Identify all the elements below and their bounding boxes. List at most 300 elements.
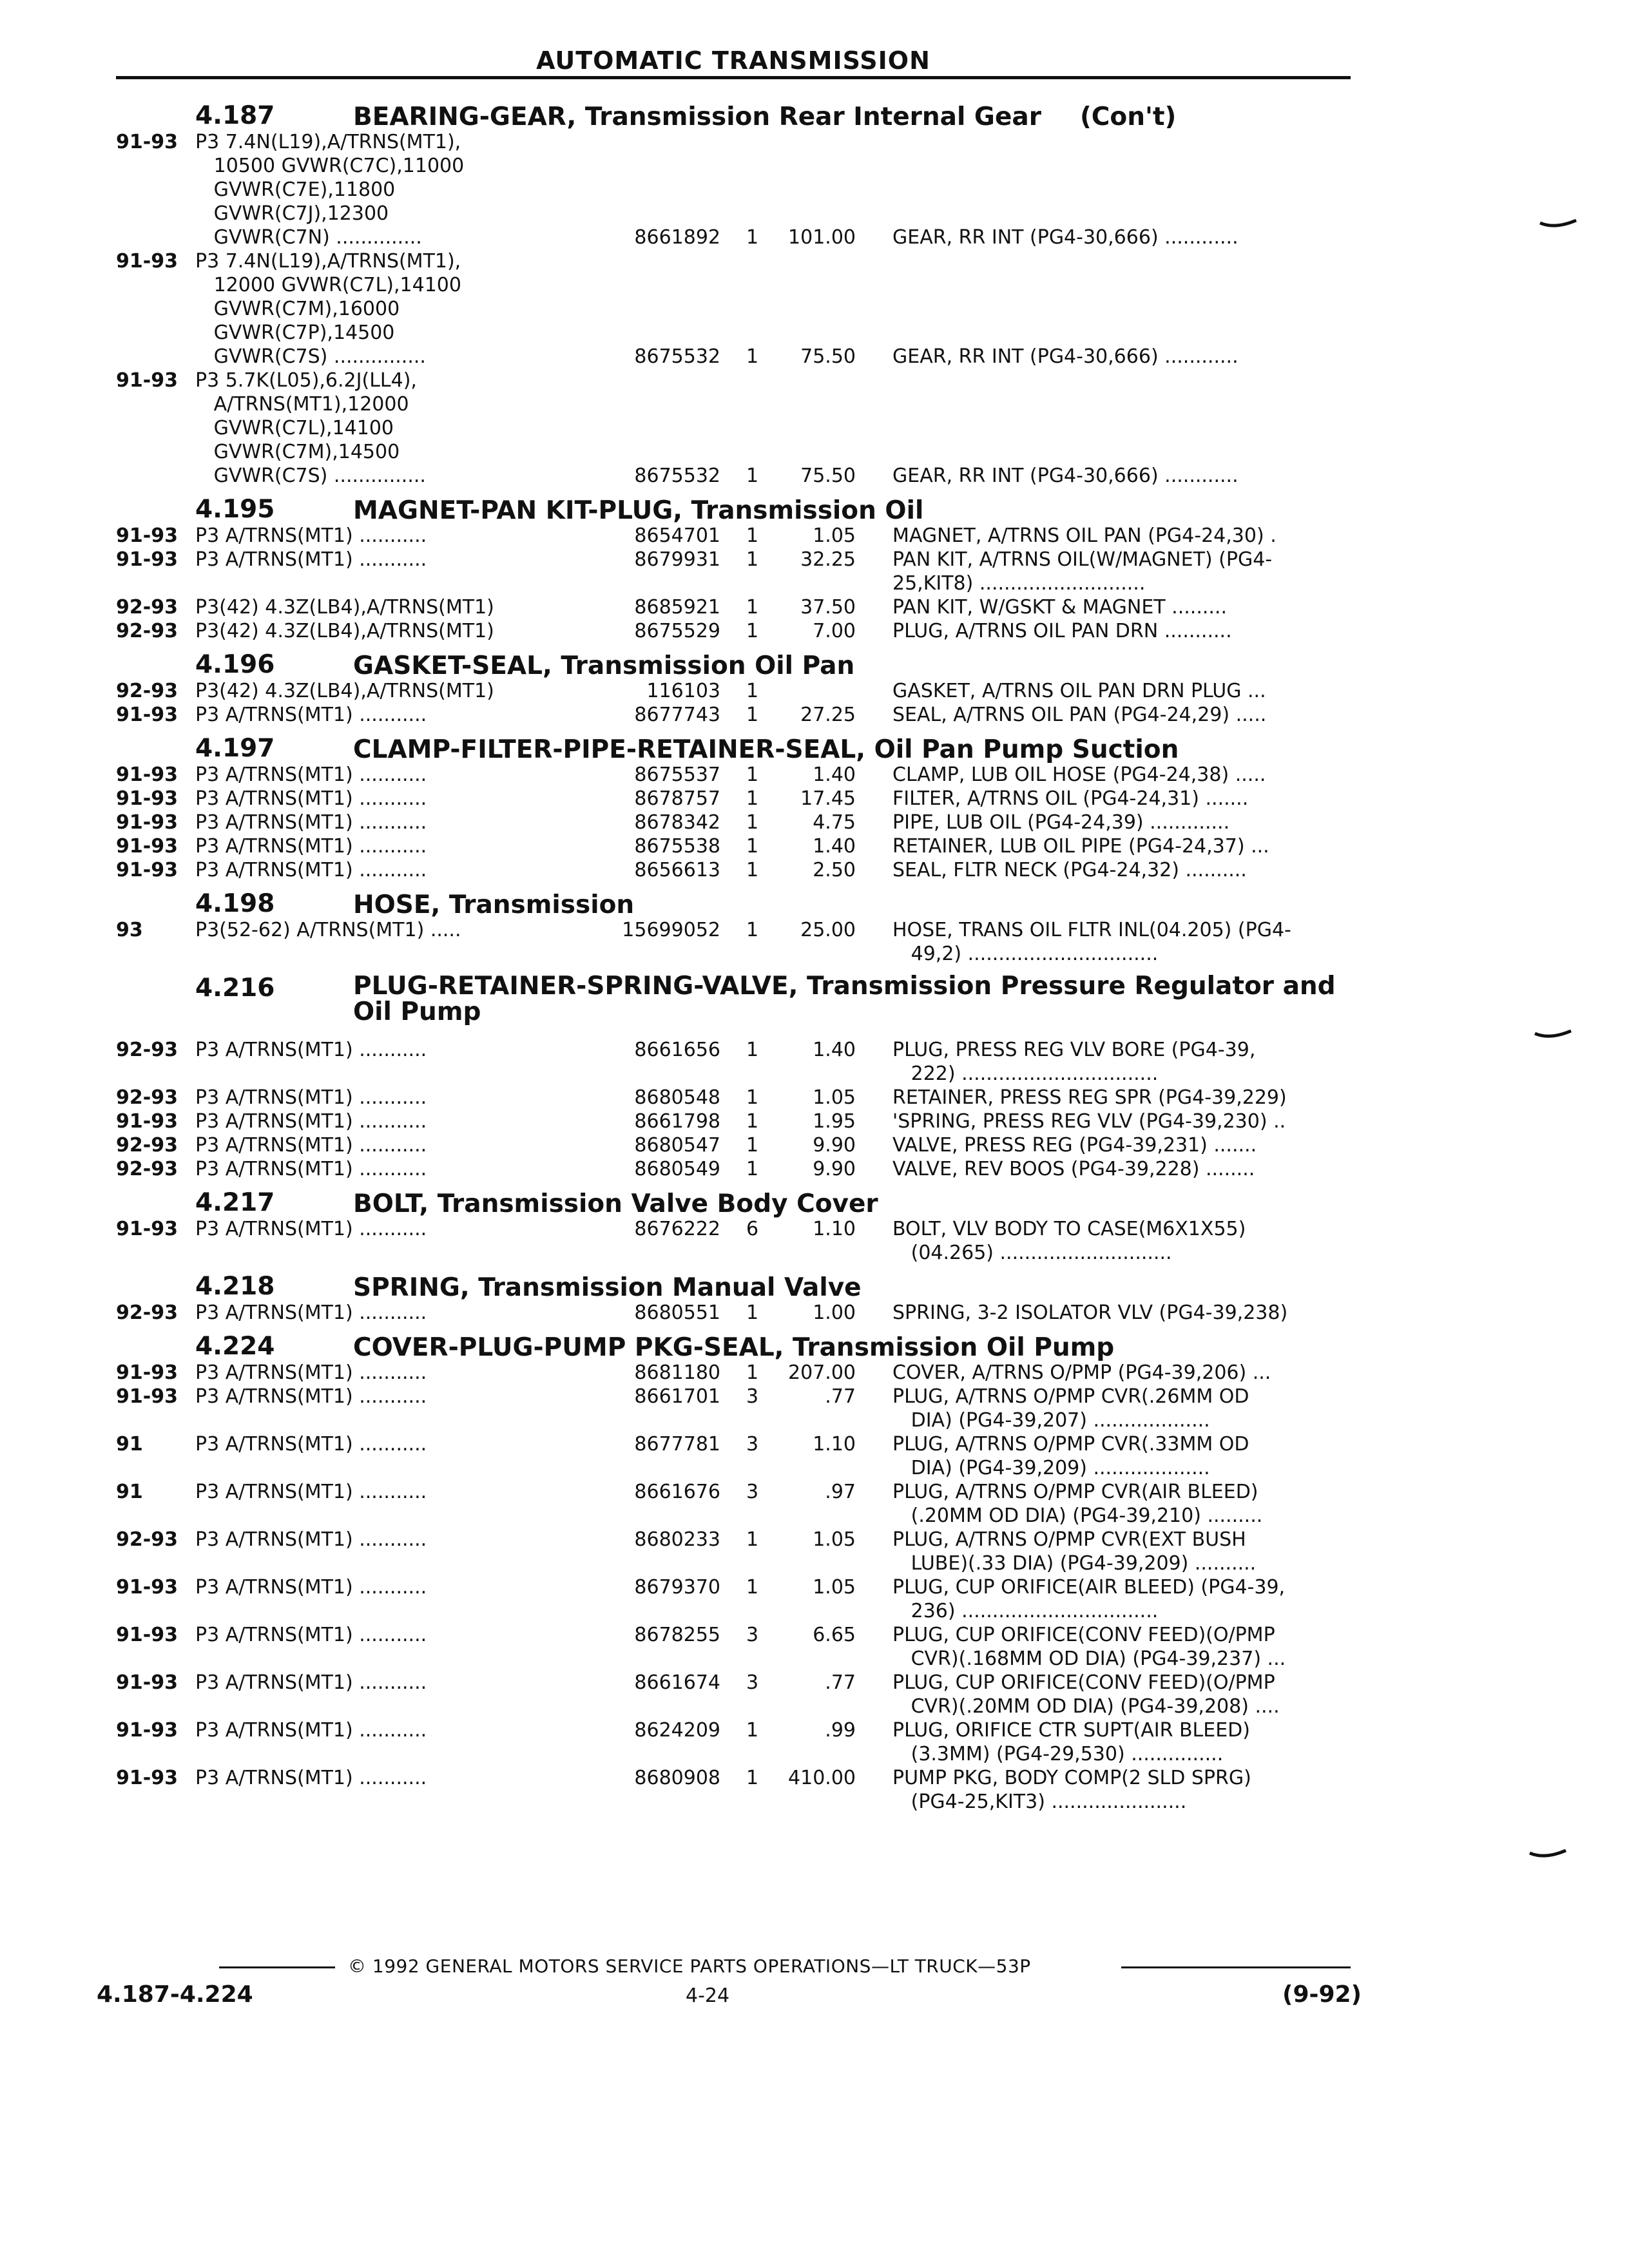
- quantity: 1: [746, 704, 759, 726]
- part-name: BOLT, VLV BODY TO CASE(M6X1X55): [892, 1218, 1246, 1240]
- part-name: HOSE, TRANS OIL FLTR INL(04.205) (PG4-: [892, 919, 1291, 941]
- price: 2.50: [813, 859, 856, 881]
- part-row: [116, 524, 1379, 548]
- model-years: 92-93: [116, 1302, 178, 1324]
- model-years: [116, 1695, 195, 1718]
- quantity: [746, 1552, 785, 1575]
- part-number: 8675532: [634, 465, 720, 487]
- section-number: 4.187: [195, 101, 275, 130]
- part-name: FILTER, A/TRNS OIL (PG4-24,31) .......: [892, 787, 1249, 810]
- quantity: 3: [746, 1671, 759, 1694]
- part-name: VALVE, REV BOOS (PG4-39,228) ........: [892, 1158, 1255, 1180]
- part-number: [585, 178, 746, 202]
- price: [785, 440, 892, 464]
- part-row: [116, 1480, 1379, 1504]
- quantity: [746, 1599, 785, 1623]
- price: 27.25: [800, 704, 856, 726]
- part-number: [585, 273, 746, 297]
- part-name: PIPE, LUB OIL (PG4-24,39) .............: [892, 811, 1230, 834]
- model-years: 91-93: [116, 369, 178, 392]
- model-years: [116, 202, 195, 226]
- model-years: [116, 1599, 195, 1623]
- part-row: [116, 440, 1379, 464]
- application-description: GVWR(C7S) ...............: [195, 465, 426, 487]
- section-heading: [116, 727, 1379, 763]
- part-name: LUBE)(.33 DIA) (PG4-39,209) ..........: [892, 1552, 1257, 1575]
- part-name: COVER, A/TRNS O/PMP (PG4-39,206) ...: [892, 1361, 1271, 1384]
- price: [785, 1599, 892, 1623]
- part-name: [892, 321, 1379, 345]
- application-description: P3 A/TRNS(MT1) ...........: [195, 1433, 427, 1456]
- model-years: 92-93: [116, 620, 178, 642]
- part-name: PLUG, A/TRNS O/PMP CVR(.33MM OD: [892, 1433, 1249, 1456]
- section-title-text: MAGNET-PAN KIT-PLUG, Transmission Oil: [353, 496, 924, 525]
- application-description: GVWR(C7E),11800: [195, 178, 396, 201]
- quantity: 1: [746, 1528, 759, 1551]
- margin-check-mark: [1534, 1030, 1572, 1043]
- part-number: [585, 1742, 746, 1766]
- model-years: 92-93: [116, 1086, 178, 1109]
- part-number: 8661798: [634, 1110, 720, 1133]
- application-description: GVWR(C7M),14500: [195, 441, 400, 463]
- part-number: 8675532: [634, 345, 720, 368]
- quantity: [746, 1695, 785, 1718]
- footer-index-range: 4.187-4.224: [97, 1981, 253, 2008]
- part-number: 8680548: [634, 1086, 720, 1109]
- section-heading: [116, 1325, 1379, 1361]
- part-row: [116, 1575, 1379, 1599]
- model-years: [116, 321, 195, 345]
- model-years: 91-93: [116, 704, 178, 726]
- quantity: 1: [746, 1302, 759, 1324]
- application-description: [195, 572, 585, 595]
- price: 1.05: [813, 1528, 856, 1551]
- part-row: [116, 572, 1379, 595]
- part-name: SEAL, FLTR NECK (PG4-24,32) ..........: [892, 859, 1247, 881]
- quantity: [746, 1062, 785, 1086]
- application-description: [195, 1599, 585, 1623]
- part-number: 8685921: [634, 596, 720, 619]
- section-title: [353, 498, 1379, 524]
- quantity: 1: [746, 1110, 759, 1133]
- model-years: 91: [116, 1481, 143, 1503]
- part-number: [585, 1647, 746, 1671]
- price: 410.00: [788, 1767, 856, 1789]
- price: [785, 369, 892, 392]
- part-name: RETAINER, PRESS REG SPR (PG4-39,229): [892, 1086, 1287, 1109]
- model-years: [116, 1456, 195, 1480]
- price: 1.10: [813, 1218, 856, 1240]
- application-description: [195, 1695, 585, 1718]
- part-number: 8678757: [634, 787, 720, 810]
- price: [785, 1790, 892, 1814]
- part-row: [116, 273, 1379, 297]
- quantity: 1: [746, 620, 759, 642]
- section-title: [353, 1335, 1379, 1361]
- part-row: [116, 811, 1379, 834]
- application-description: P3 A/TRNS(MT1) ...........: [195, 1671, 427, 1694]
- quantity: [746, 130, 785, 154]
- section-heading: [116, 1265, 1379, 1301]
- part-row: [116, 1157, 1379, 1181]
- part-row: [116, 1241, 1379, 1265]
- part-number: [585, 1408, 746, 1432]
- part-number: [585, 392, 746, 416]
- part-number: 8675537: [634, 764, 720, 786]
- quantity: 1: [746, 548, 759, 571]
- part-row: [116, 619, 1379, 643]
- section-heading: [116, 488, 1379, 524]
- application-description: P3 A/TRNS(MT1) ...........: [195, 1086, 427, 1109]
- price: [785, 249, 892, 273]
- part-name: PUMP PKG, BODY COMP(2 SLD SPRG): [892, 1767, 1251, 1789]
- model-years: 91-93: [116, 1767, 178, 1789]
- part-name: [892, 297, 1379, 321]
- application-description: GVWR(C7L),14100: [195, 417, 394, 439]
- application-description: [195, 1742, 585, 1766]
- model-years: 91-93: [116, 811, 178, 834]
- part-row: [116, 1718, 1379, 1742]
- quantity: 1: [746, 811, 759, 834]
- part-row: [116, 1671, 1379, 1695]
- model-years: [116, 297, 195, 321]
- part-name: DIA) (PG4-39,209) ...................: [892, 1457, 1210, 1479]
- application-description: P3 A/TRNS(MT1) ...........: [195, 1385, 427, 1408]
- application-description: GVWR(C7J),12300: [195, 202, 389, 225]
- application-description: P3 A/TRNS(MT1) ...........: [195, 787, 427, 810]
- part-number: [585, 942, 746, 966]
- model-years: 92-93: [116, 680, 178, 702]
- footer-copyright: © 1992 GENERAL MOTORS SERVICE PARTS OPERATIONS—LT TRUCK—53P: [348, 1956, 1031, 1977]
- quantity: [746, 178, 785, 202]
- part-number: [585, 202, 746, 226]
- part-name: RETAINER, LUB OIL PIPE (PG4-24,37) ...: [892, 835, 1269, 858]
- part-row: [116, 369, 1379, 392]
- quantity: 3: [746, 1481, 759, 1503]
- part-name: (.20MM OD DIA) (PG4-39,210) .........: [892, 1504, 1263, 1527]
- part-row: [116, 416, 1379, 440]
- part-number: [585, 1695, 746, 1718]
- part-name: PLUG, CUP ORIFICE(CONV FEED)(O/PMP: [892, 1624, 1275, 1646]
- section-number: 4.224: [195, 1332, 275, 1361]
- part-row: [116, 1623, 1379, 1647]
- quantity: [746, 1504, 785, 1528]
- application-description: P3 A/TRNS(MT1) ...........: [195, 548, 427, 571]
- part-name: GEAR, RR INT (PG4-30,666) ............: [892, 345, 1239, 368]
- part-name: [892, 392, 1379, 416]
- part-number: 8678342: [634, 811, 720, 834]
- quantity: [746, 1742, 785, 1766]
- part-number: 8675529: [634, 620, 720, 642]
- part-number: 8680233: [634, 1528, 720, 1551]
- part-row: [116, 1599, 1379, 1623]
- part-row: [116, 548, 1379, 572]
- part-number: 8675538: [634, 835, 720, 858]
- application-description: [195, 1241, 585, 1265]
- quantity: 1: [746, 345, 759, 368]
- price: 17.45: [800, 787, 856, 810]
- part-name: [892, 273, 1379, 297]
- application-description: P3 7.4N(L19),A/TRNS(MT1),: [195, 250, 461, 273]
- part-number: [585, 321, 746, 345]
- model-years: [116, 1742, 195, 1766]
- part-row: [116, 130, 1379, 154]
- part-row: [116, 297, 1379, 321]
- part-name: 222) ................................: [892, 1062, 1159, 1085]
- part-name: PLUG, CUP ORIFICE(AIR BLEED) (PG4-39,: [892, 1576, 1286, 1599]
- quantity: 1: [746, 680, 759, 702]
- part-number: [585, 1552, 746, 1575]
- part-row: [116, 1133, 1379, 1157]
- part-name: (04.265) ............................: [892, 1242, 1172, 1264]
- price: [785, 942, 892, 966]
- part-name: 'SPRING, PRESS REG VLV (PG4-39,230) ..: [892, 1110, 1286, 1133]
- price: [785, 1552, 892, 1575]
- part-row: [116, 1301, 1379, 1325]
- price: [785, 1456, 892, 1480]
- price: 75.50: [800, 465, 856, 487]
- price: 37.50: [800, 596, 856, 619]
- part-number: 8661701: [634, 1385, 720, 1408]
- part-row: [116, 1062, 1379, 1086]
- price: 32.25: [800, 548, 856, 571]
- margin-check-mark: [1539, 219, 1577, 232]
- price: [785, 1504, 892, 1528]
- application-description: P3 A/TRNS(MT1) ...........: [195, 1302, 427, 1324]
- quantity: [746, 202, 785, 226]
- part-row: [116, 595, 1379, 619]
- application-description: 10500 GVWR(C7C),11000: [195, 155, 465, 177]
- part-row: [116, 178, 1379, 202]
- application-description: 12000 GVWR(C7L),14100: [195, 274, 461, 296]
- footer-rule-right: [1121, 1966, 1351, 1968]
- quantity: 1: [746, 835, 759, 858]
- model-years: 91-93: [116, 1576, 178, 1599]
- section-title: [353, 974, 1379, 1025]
- model-years: [116, 1552, 195, 1575]
- model-years: 91-93: [116, 524, 178, 547]
- part-row: [116, 249, 1379, 273]
- quantity: 1: [746, 1576, 759, 1599]
- quantity: 1: [746, 1086, 759, 1109]
- part-number: 8676222: [634, 1218, 720, 1240]
- part-number: 8661674: [634, 1671, 720, 1694]
- part-row: [116, 1432, 1379, 1456]
- part-number: 8677781: [634, 1433, 720, 1456]
- application-description: A/TRNS(MT1),12000: [195, 393, 409, 416]
- quantity: [746, 1647, 785, 1671]
- quantity: [746, 1456, 785, 1480]
- price: .97: [825, 1481, 856, 1503]
- part-name: [892, 416, 1379, 440]
- model-years: 91-93: [116, 1110, 178, 1133]
- model-years: [116, 440, 195, 464]
- model-years: [116, 464, 195, 488]
- price: 1.40: [813, 835, 856, 858]
- part-name: SPRING, 3-2 ISOLATOR VLV (PG4-39,238): [892, 1302, 1288, 1324]
- price: [785, 202, 892, 226]
- model-years: 92-93: [116, 1528, 178, 1551]
- part-row: [116, 1528, 1379, 1552]
- part-row: [116, 1790, 1379, 1814]
- application-description: P3 A/TRNS(MT1) ...........: [195, 811, 427, 834]
- quantity: 1: [746, 1719, 759, 1742]
- part-row: [116, 154, 1379, 178]
- section-title-text: SPRING, Transmission Manual Valve: [353, 1273, 862, 1302]
- application-description: P3 A/TRNS(MT1) ...........: [195, 1528, 427, 1551]
- part-number: [585, 1599, 746, 1623]
- section-number: 4.198: [195, 889, 275, 918]
- model-years: 91-93: [116, 1624, 178, 1646]
- price: 75.50: [800, 345, 856, 368]
- quantity: 1: [746, 1361, 759, 1384]
- part-name: PLUG, PRESS REG VLV BORE (PG4-39,: [892, 1039, 1256, 1061]
- section-number: 4.195: [195, 495, 275, 524]
- part-name: [892, 154, 1379, 178]
- part-row: [116, 226, 1379, 249]
- section-heading: [116, 966, 1379, 1038]
- part-number: 8679370: [634, 1576, 720, 1599]
- quantity: [746, 1790, 785, 1814]
- part-name: MAGNET, A/TRNS OIL PAN (PG4-24,30) .: [892, 524, 1277, 547]
- part-name: [892, 440, 1379, 464]
- application-description: P3 A/TRNS(MT1) ...........: [195, 835, 427, 858]
- part-name: PLUG, A/TRNS O/PMP CVR(EXT BUSH: [892, 1528, 1246, 1551]
- quantity: 1: [746, 787, 759, 810]
- part-number: 8656613: [634, 859, 720, 881]
- price: 6.65: [813, 1624, 856, 1646]
- application-description: P3 A/TRNS(MT1) ...........: [195, 859, 427, 881]
- part-number: 8680908: [634, 1767, 720, 1789]
- price: 1.00: [813, 1302, 856, 1324]
- part-name: [892, 202, 1379, 226]
- part-number: [585, 369, 746, 392]
- part-row: [116, 1361, 1379, 1385]
- quantity: 1: [746, 1767, 759, 1789]
- quantity: [746, 369, 785, 392]
- model-years: [116, 1647, 195, 1671]
- part-number: [585, 572, 746, 595]
- quantity: [746, 321, 785, 345]
- part-name: PLUG, ORIFICE CTR SUPT(AIR BLEED): [892, 1719, 1250, 1742]
- application-description: P3 A/TRNS(MT1) ...........: [195, 1039, 427, 1061]
- margin-check-mark: [1528, 1849, 1567, 1862]
- model-years: 91-93: [116, 787, 178, 810]
- price: 1.40: [813, 764, 856, 786]
- part-number: [585, 249, 746, 273]
- application-description: P3(42) 4.3Z(LB4),A/TRNS(MT1): [195, 680, 494, 702]
- application-description: P3 A/TRNS(MT1) ...........: [195, 1110, 427, 1133]
- part-row: [116, 464, 1379, 488]
- price: .77: [825, 1385, 856, 1408]
- part-row: [116, 1385, 1379, 1408]
- section-title: [353, 1275, 1379, 1301]
- part-name: PLUG, A/TRNS OIL PAN DRN ...........: [892, 620, 1232, 642]
- price: 1.40: [813, 1039, 856, 1061]
- model-years: [116, 942, 195, 966]
- part-name: CLAMP, LUB OIL HOSE (PG4-24,38) .....: [892, 764, 1266, 786]
- part-name: SEAL, A/TRNS OIL PAN (PG4-24,29) .....: [892, 704, 1267, 726]
- model-years: [116, 178, 195, 202]
- quantity: 1: [746, 226, 759, 249]
- model-years: [116, 1062, 195, 1086]
- price: [785, 130, 892, 154]
- quantity: [746, 440, 785, 464]
- part-number: 8661676: [634, 1481, 720, 1503]
- quantity: 1: [746, 1039, 759, 1061]
- part-name: 49,2) ...............................: [892, 943, 1159, 965]
- part-name: DIA) (PG4-39,207) ...................: [892, 1409, 1210, 1432]
- part-row: [116, 1766, 1379, 1790]
- part-row: [116, 1695, 1379, 1718]
- part-number: 8679931: [634, 548, 720, 571]
- model-years: 92-93: [116, 1039, 178, 1061]
- section-heading: [116, 643, 1379, 679]
- part-row: [116, 679, 1379, 703]
- part-row: [116, 942, 1379, 966]
- quantity: [746, 416, 785, 440]
- model-years: 91-93: [116, 131, 178, 153]
- section-title: [353, 737, 1379, 763]
- application-description: [195, 1062, 585, 1086]
- quantity: 6: [746, 1218, 759, 1240]
- model-years: 91-93: [116, 1671, 178, 1694]
- model-years: 92-93: [116, 1134, 178, 1157]
- model-years: 91-93: [116, 1719, 178, 1742]
- section-title-text: CLAMP-FILTER-PIPE-RETAINER-SEAL, Oil Pan Pump Suction: [353, 735, 1179, 764]
- price: [785, 572, 892, 595]
- part-number: [585, 1790, 746, 1814]
- header-rule: [116, 76, 1351, 79]
- quantity: 1: [746, 1158, 759, 1180]
- application-description: [195, 942, 585, 966]
- application-description: P3 A/TRNS(MT1) ...........: [195, 1218, 427, 1240]
- application-description: P3(52-62) A/TRNS(MT1) .....: [195, 919, 461, 941]
- application-description: P3 A/TRNS(MT1) ...........: [195, 1719, 427, 1742]
- section-heading: [116, 94, 1379, 130]
- model-years: [116, 1408, 195, 1432]
- application-description: P3 A/TRNS(MT1) ...........: [195, 1576, 427, 1599]
- part-name: [892, 178, 1379, 202]
- price: 25.00: [800, 919, 856, 941]
- model-years: [116, 273, 195, 297]
- quantity: [746, 572, 785, 595]
- quantity: 1: [746, 1134, 759, 1157]
- price: [785, 273, 892, 297]
- application-description: P3 A/TRNS(MT1) ...........: [195, 764, 427, 786]
- part-row: [116, 202, 1379, 226]
- section-number: 4.217: [195, 1188, 275, 1217]
- part-row: [116, 392, 1379, 416]
- part-number: 8661892: [634, 226, 720, 249]
- price: [785, 297, 892, 321]
- model-years: [116, 1241, 195, 1265]
- quantity: 1: [746, 919, 759, 941]
- quantity: 1: [746, 859, 759, 881]
- section-number: 4.197: [195, 734, 275, 763]
- part-number: 8680547: [634, 1134, 720, 1157]
- price: [785, 1647, 892, 1671]
- price: [785, 1695, 892, 1718]
- application-description: GVWR(C7P),14500: [195, 322, 395, 344]
- part-name: PAN KIT, A/TRNS OIL(W/MAGNET) (PG4-: [892, 548, 1273, 571]
- model-years: 91-93: [116, 1361, 178, 1384]
- part-row: [116, 1408, 1379, 1432]
- part-name: CVR)(.20MM OD DIA) (PG4-39,208) ....: [892, 1695, 1280, 1718]
- quantity: [746, 154, 785, 178]
- parts-list: [116, 94, 1379, 1814]
- price: 1.95: [813, 1110, 856, 1133]
